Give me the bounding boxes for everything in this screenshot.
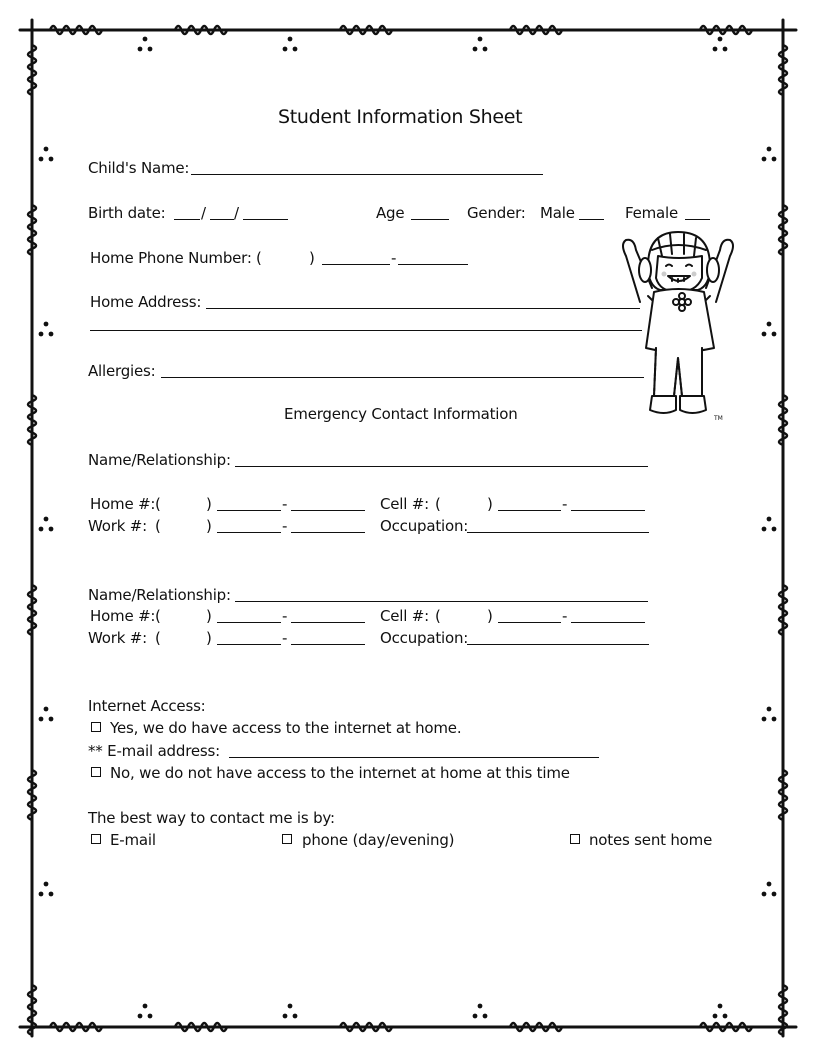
contact1-home-prefix-field[interactable]	[217, 510, 281, 511]
pref-notes-checkbox[interactable]	[570, 834, 580, 844]
dot-cluster	[44, 882, 49, 887]
dot-cluster	[283, 47, 288, 52]
paren-close: )	[206, 517, 212, 535]
dot-cluster	[293, 47, 298, 52]
internet-no-checkbox[interactable]	[91, 767, 101, 777]
dot-cluster	[762, 892, 767, 897]
phone-dash: -	[391, 249, 397, 267]
wavy-border-segment	[700, 1023, 752, 1031]
page-title: Student Information Sheet	[278, 106, 523, 128]
email-address-field[interactable]	[229, 757, 599, 758]
wavy-border-segment	[779, 205, 787, 255]
contact1-home-line-field[interactable]	[291, 510, 365, 511]
dot-cluster	[39, 892, 44, 897]
dot-cluster	[762, 157, 767, 162]
wavy-border-segment	[340, 1023, 392, 1031]
dot-cluster	[762, 527, 767, 532]
dot-cluster	[473, 1014, 478, 1019]
dot-cluster	[772, 717, 777, 722]
pref-notes-label: notes sent home	[589, 831, 713, 849]
dot-cluster	[49, 332, 54, 337]
wavy-border-segment	[779, 45, 787, 95]
contact2-home-label: Home #:	[90, 607, 156, 625]
paren-close: )	[206, 607, 212, 625]
dot-cluster	[138, 1014, 143, 1019]
dot-cluster	[44, 322, 49, 327]
paren-close: )	[206, 629, 212, 647]
phone-dash: -	[282, 629, 288, 647]
contact1-work-line-field[interactable]	[291, 532, 365, 533]
artist-signature: TM	[714, 415, 723, 422]
allergies-label: Allergies:	[88, 362, 156, 380]
wavy-border-segment	[779, 585, 787, 635]
wavy-border-segment	[510, 1023, 562, 1031]
dot-cluster	[39, 332, 44, 337]
gender-male-field[interactable]	[579, 219, 604, 220]
dot-cluster	[483, 47, 488, 52]
wavy-border-segment	[28, 45, 36, 95]
dot-cluster	[288, 37, 293, 42]
home-phone-label: Home Phone Number:	[90, 249, 252, 267]
dot-cluster	[772, 157, 777, 162]
internet-access-label: Internet Access:	[88, 697, 206, 715]
contact-preference-label: The best way to contact me is by:	[88, 809, 335, 827]
dot-cluster	[767, 322, 772, 327]
dot-cluster	[767, 707, 772, 712]
contact1-work-label: Work #:	[88, 517, 147, 535]
home-phone-prefix-field[interactable]	[322, 264, 390, 265]
dot-cluster	[138, 47, 143, 52]
dot-cluster	[713, 1014, 718, 1019]
wavy-border-segment	[340, 26, 392, 34]
paren-close: )	[309, 249, 315, 267]
gender-label: Gender:	[467, 204, 526, 222]
contact1-name-field[interactable]	[235, 466, 648, 467]
paren-close: )	[487, 495, 493, 513]
dot-cluster	[718, 37, 723, 42]
dot-cluster	[143, 37, 148, 42]
dot-cluster	[723, 1014, 728, 1019]
age-field[interactable]	[411, 219, 449, 220]
dot-cluster	[478, 1004, 483, 1009]
wavy-border-segment	[779, 770, 787, 820]
dot-cluster	[148, 1014, 153, 1019]
dot-cluster	[772, 892, 777, 897]
internet-no-label: No, we do not have access to the internet at home at this time	[110, 764, 570, 782]
dot-cluster	[39, 717, 44, 722]
paren-open: (	[155, 607, 161, 625]
contact2-occupation-label: Occupation:	[380, 629, 469, 647]
dot-cluster	[143, 1004, 148, 1009]
contact2-home-line-field[interactable]	[291, 622, 365, 623]
wavy-border-segment	[175, 1023, 227, 1031]
wavy-border-segment	[28, 585, 36, 635]
emergency-heading: Emergency Contact Information	[284, 405, 518, 423]
contact2-home-prefix-field[interactable]	[217, 622, 281, 623]
contact1-occupation-label: Occupation:	[380, 517, 469, 535]
dot-cluster	[49, 157, 54, 162]
wavy-border-segment	[50, 26, 102, 34]
wavy-border-segment	[28, 770, 36, 820]
pref-phone-checkbox[interactable]	[282, 834, 292, 844]
dot-cluster	[39, 527, 44, 532]
dot-cluster	[762, 332, 767, 337]
contact1-cell-line-field[interactable]	[571, 510, 645, 511]
home-address-field[interactable]	[206, 308, 640, 309]
paren-open: (	[435, 607, 441, 625]
phone-dash: -	[562, 495, 568, 513]
internet-yes-label: Yes, we do have access to the internet at home.	[110, 719, 462, 737]
contact2-name-field[interactable]	[235, 601, 648, 602]
paren-close: )	[206, 495, 212, 513]
birth-date-separator: /	[201, 204, 206, 222]
wavy-border-segment	[700, 26, 752, 34]
contact2-occupation-field[interactable]	[467, 644, 649, 645]
pref-phone-label: phone (day/evening)	[302, 831, 455, 849]
dot-cluster	[762, 717, 767, 722]
dot-cluster	[767, 147, 772, 152]
birth-month-field[interactable]	[174, 219, 200, 220]
dot-cluster	[723, 47, 728, 52]
dot-cluster	[293, 1014, 298, 1019]
wavy-border-segment	[28, 395, 36, 445]
paren-open: (	[155, 629, 161, 647]
dot-cluster	[772, 527, 777, 532]
pref-email-label: E-mail	[110, 831, 156, 849]
paren-open: (	[155, 517, 161, 535]
birth-date-separator: /	[234, 204, 239, 222]
contact1-home-label: Home #:	[90, 495, 156, 513]
dot-cluster	[49, 717, 54, 722]
home-address-label: Home Address:	[90, 293, 202, 311]
birth-year-field[interactable]	[243, 219, 288, 220]
contact1-work-prefix-field[interactable]	[217, 532, 281, 533]
dot-cluster	[44, 147, 49, 152]
dot-cluster	[483, 1014, 488, 1019]
dot-cluster	[772, 332, 777, 337]
wavy-border-segment	[779, 395, 787, 445]
paren-open: (	[155, 495, 161, 513]
dot-cluster	[44, 707, 49, 712]
paren-open: (	[256, 249, 262, 267]
phone-dash: -	[562, 607, 568, 625]
dot-cluster	[148, 47, 153, 52]
home-phone-line-field[interactable]	[398, 264, 468, 265]
contact1-name-label: Name/Relationship:	[88, 451, 231, 469]
pref-email-checkbox[interactable]	[91, 834, 101, 844]
birth-date-label: Birth date:	[88, 204, 166, 222]
home-address-field-line2[interactable]	[90, 330, 642, 331]
contact2-name-label: Name/Relationship:	[88, 586, 231, 604]
dot-cluster	[49, 892, 54, 897]
contact2-cell-label: Cell #:	[380, 607, 430, 625]
contact2-work-label: Work #:	[88, 629, 147, 647]
dot-cluster	[49, 527, 54, 532]
dot-cluster	[767, 882, 772, 887]
contact2-work-prefix-field[interactable]	[217, 644, 281, 645]
contact1-cell-prefix-field[interactable]	[498, 510, 561, 511]
phone-dash: -	[282, 495, 288, 513]
dot-cluster	[44, 517, 49, 522]
email-address-label: ** E-mail address:	[88, 742, 220, 760]
wavy-border-segment	[175, 26, 227, 34]
contact1-occupation-field[interactable]	[467, 532, 649, 533]
wavy-border-segment	[50, 1023, 102, 1031]
gender-female-field[interactable]	[685, 219, 710, 220]
birth-day-field[interactable]	[210, 219, 234, 220]
wavy-border-segment	[28, 205, 36, 255]
wavy-border-segment	[510, 26, 562, 34]
dot-cluster	[473, 47, 478, 52]
dot-cluster	[713, 47, 718, 52]
paren-open: (	[435, 495, 441, 513]
dot-cluster	[767, 517, 772, 522]
contact2-cell-prefix-field[interactable]	[498, 622, 561, 623]
paren-close: )	[487, 607, 493, 625]
girl-cheering-illustration	[618, 226, 744, 426]
contact1-cell-label: Cell #:	[380, 495, 430, 513]
gender-male-label: Male	[540, 204, 575, 222]
child-name-label: Child's Name:	[88, 159, 190, 177]
phone-dash: -	[282, 517, 288, 535]
dot-cluster	[283, 1014, 288, 1019]
dot-cluster	[288, 1004, 293, 1009]
dot-cluster	[39, 157, 44, 162]
age-label: Age	[376, 204, 405, 222]
dot-cluster	[718, 1004, 723, 1009]
child-name-field[interactable]	[191, 174, 543, 175]
allergies-field[interactable]	[161, 377, 644, 378]
contact2-cell-line-field[interactable]	[571, 622, 645, 623]
phone-dash: -	[282, 607, 288, 625]
internet-yes-checkbox[interactable]	[91, 722, 101, 732]
dot-cluster	[478, 37, 483, 42]
contact2-work-line-field[interactable]	[291, 644, 365, 645]
gender-female-label: Female	[625, 204, 679, 222]
